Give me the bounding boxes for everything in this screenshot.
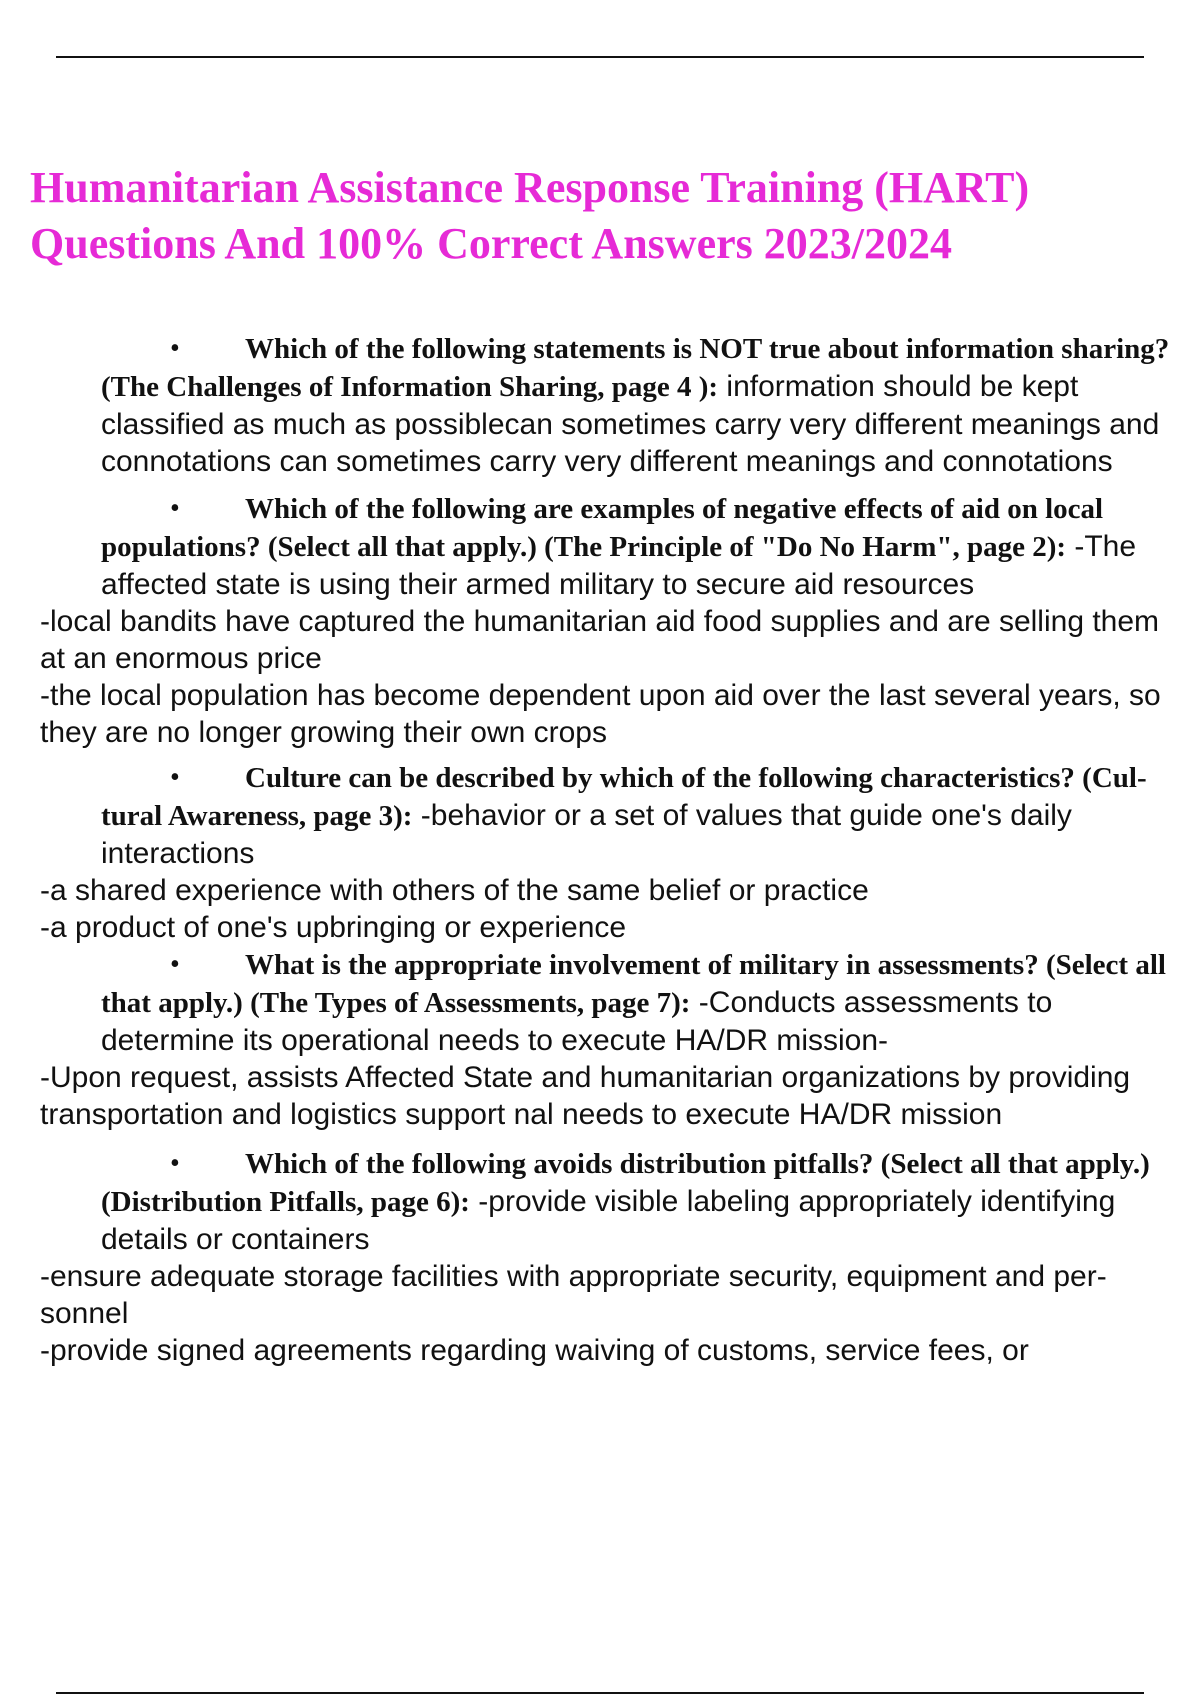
- question-text: Culture can be described by which of the following characteristics? (Cul- tural Awareness, page 3):: [101, 762, 1147, 832]
- answer-line: -a product of one's upbringing or experience: [40, 911, 627, 944]
- question-text: What is the appropriate involvement of military in assessments? (Select all that apply.) (The Types of Assessments, page 7):: [101, 949, 1166, 1019]
- question-text: Which of the following avoids distribution pitfalls? (Select all that apply.) (Distribution Pitfalls, page 6):: [101, 1148, 1150, 1218]
- title-line-2: Questions And 100% Correct Answers 2023/2024: [30, 219, 952, 268]
- answer-text: -provide visible labeling appropriately identifying details or containers: [101, 1185, 1116, 1256]
- question-block: [40, 490, 1190, 603]
- qa-item-3: [40, 759, 1190, 946]
- answer-line: -provide signed agreements regarding waiving of customs, service fees, or: [40, 1334, 1029, 1367]
- answer-line: -Upon request, assists Affected State and humanitarian organizations by providing transportation and logistics support nal needs to execute HA/DR mission: [40, 1061, 1131, 1131]
- bullet-icon: •: [170, 333, 180, 364]
- top-rule: [56, 56, 1144, 58]
- answer-text: -Conducts assessments to determine its operational needs to execute HA/DR mission-: [101, 986, 1053, 1057]
- bullet-icon: •: [170, 493, 180, 524]
- answer-text: information should be kept classified as much as possiblecan sometimes carry very different meanings and connotations can sometimes carry very different meanings and connotations: [101, 370, 1160, 478]
- question-paragraph: [101, 330, 1190, 480]
- question-block: [40, 330, 1190, 480]
- qa-item-4: [40, 946, 1190, 1133]
- document-title: [30, 160, 1180, 272]
- question-block: [40, 1145, 1190, 1258]
- bullet-icon: •: [170, 1148, 180, 1179]
- qa-item-5: [40, 1145, 1190, 1369]
- answer-text: -behavior or a set of values that guide one's daily interactions: [101, 799, 1072, 870]
- answer-line: -ensure adequate storage facilities with appropriate security, equipment and per- sonnel: [40, 1260, 1107, 1330]
- question-paragraph: [101, 946, 1190, 1059]
- answer-line: -local bandits have captured the humanitarian aid food supplies and are selling them at an enormous price: [40, 605, 1160, 675]
- bullet-icon: •: [170, 949, 180, 980]
- title-line-1: Humanitarian Assistance Response Training (HART): [30, 163, 1030, 212]
- qa-item-2: [40, 490, 1190, 751]
- question-paragraph: [101, 759, 1190, 872]
- bottom-rule: [56, 1692, 1144, 1694]
- question-paragraph: [101, 1145, 1190, 1258]
- question-block: [40, 759, 1190, 872]
- qa-item-1: [40, 330, 1190, 480]
- answer-line: -the local population has become dependent upon aid over the last several years, so they are no longer growing their own crops: [40, 679, 1161, 749]
- bullet-icon: •: [170, 762, 180, 793]
- question-paragraph: [101, 490, 1190, 603]
- question-block: [40, 946, 1190, 1059]
- question-text: Which of the following are examples of negative effects of aid on local populations? (Select all that apply.) (The Principle of "Do No Harm", page 2):: [101, 493, 1104, 563]
- answer-line: -a shared experience with others of the same belief or practice: [40, 874, 869, 907]
- qa-list: [40, 330, 1190, 1369]
- answer-text: -The affected state is using their armed military to secure aid resources: [101, 530, 1137, 601]
- question-text: Which of the following statements is NOT true about information sharing? (The Challenges of Information Sharing, page 4 ):: [101, 333, 1170, 403]
